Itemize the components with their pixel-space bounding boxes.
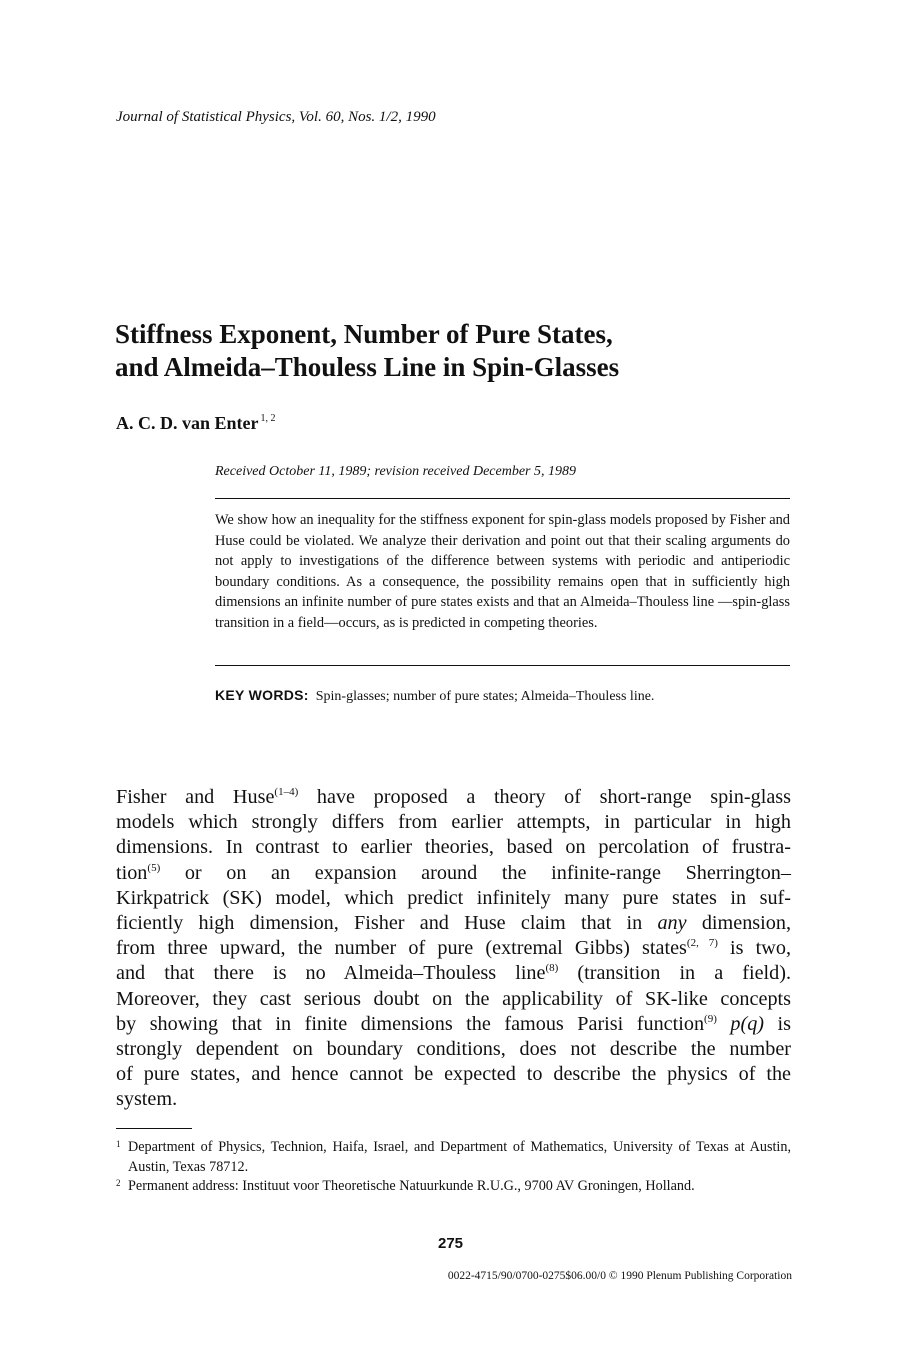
footnote <box>116 1177 791 1197</box>
footnotes <box>116 1138 791 1197</box>
title-line-1: Stiffness Exponent, Number of Pure States, <box>115 319 613 349</box>
keywords <box>215 687 654 705</box>
author-affiliation-marks: 1, 2 <box>260 413 276 424</box>
title-line-2: and Almeida–Thouless Line in Spin-Glasses <box>115 352 620 382</box>
body-line: dimensions. In contrast to earlier theories, based on percolation of frustra- <box>116 836 791 859</box>
body-line: tion$^{(5)}$ or on an expansion around the infinite-range Sherrington– <box>116 861 791 884</box>
footnote-mark: 1 <box>116 1139 121 1149</box>
body-line: ficiently high dimension, Fisher and Huse claim that in any dimension, <box>116 912 791 935</box>
paper-title <box>115 318 795 384</box>
author <box>116 413 276 434</box>
citation-ref: (9) <box>704 1012 717 1025</box>
body-line: strongly dependent on boundary conditions, does not describe the number <box>116 1038 791 1061</box>
citation-ref: (5) <box>147 861 161 874</box>
abstract-top-rule <box>215 498 790 499</box>
body-line: Fisher and Huse$^{(1-4)}$ have proposed a theory of short-range spin-glass <box>116 786 791 808</box>
body-line: Moreover, they cast serious doubt on the applicability of SK-like concepts <box>116 987 791 1010</box>
citation-ref: (1–4) <box>274 786 299 798</box>
footnote-mark: 2 <box>116 1178 121 1188</box>
body-line: by showing that in finite dimensions the famous Parisi function$^{(9)}$ p(q) is <box>116 1012 791 1035</box>
emphasis: any <box>657 912 687 935</box>
copyright-line: 0022-4715/90/0700-0275$06.00/0 © 1990 Plenum Publishing Corporation <box>447 1270 792 1282</box>
body-line: of pure states, and hence cannot be expected to describe the physics of the <box>116 1063 791 1086</box>
keywords-text: Spin-glasses; number of pure states; Almeida–Thouless line. <box>315 689 655 704</box>
received-dates: Received October 11, 1989; revision received December 5, 1989 <box>215 464 577 479</box>
footnote <box>116 1138 791 1177</box>
page-number: 275 <box>437 1235 464 1252</box>
footnote-text: Department of Physics, Technion, Haifa, Israel, and Department of Mathematics, University of Texas at Austin, Austin, Texas 78712. <box>128 1139 791 1175</box>
footnote-text: Permanent address: Instituut voor Theoretische Natuurkunde R.U.G., 9700 AV Groningen, Holland. <box>128 1178 695 1194</box>
journal-citation: Journal of Statistical Physics, Vol. 60, Nos. 1/2, 1990 <box>116 109 436 125</box>
author-name: A. C. D. van Enter <box>116 413 259 433</box>
math-expression: p(q) <box>716 1012 765 1035</box>
abstract-bottom-rule <box>215 665 790 666</box>
body-line: system. <box>116 1088 178 1111</box>
citation-ref: (8) <box>545 962 559 975</box>
citation-ref: (2, 7) <box>686 937 718 950</box>
body-line: models which strongly differs from earlier attempts, in particular in high <box>116 811 791 834</box>
keywords-label: KEY WORDS: <box>215 687 309 703</box>
footnote-rule <box>116 1128 192 1129</box>
body-paragraph <box>116 785 791 1113</box>
body-line: Kirkpatrick (SK) model, which predict infinitely many pure states in suf- <box>116 886 791 909</box>
body-line: and that there is no Almeida–Thouless line$^{(8)}$ (transition in a field). <box>116 962 792 985</box>
body-line: from three upward, the number of pure (extremal Gibbs) states$^{(2, 7)}$ is two, <box>116 937 791 960</box>
abstract: We show how an inequality for the stiffness exponent for spin-glass models proposed by Fisher and Huse could be violated. We analyze their derivation and point out that their scaling arguments do not apply to investigations of the difference between systems with periodic and antiperiodic boundary conditions. As a consequence, the possibility remains open that in sufficiently high dimensions an infinite number of pure states exists and that an Almeida–Thouless line —spin-glass transition in a field—occurs, as is predicted in competing theories. <box>215 512 790 631</box>
